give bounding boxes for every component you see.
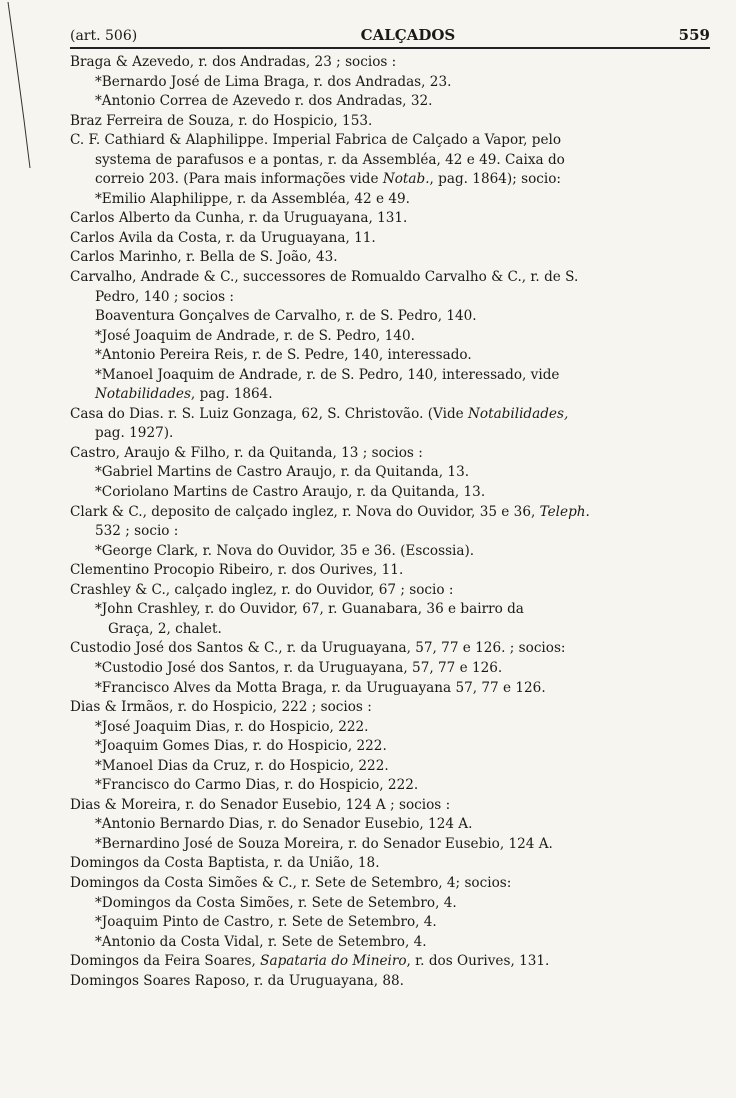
directory-entry — [70, 229, 710, 249]
entry-text: Clark & C., deposito de calçado inglez, r. Nova do Ouvidor, 35 e 36, — [70, 503, 540, 520]
entry-text: Dias & Irmãos, r. do Hospicio, 222 ; socios : — [70, 699, 372, 716]
entry-text: systema de parafusos e a pontas, r. da Assembléa, 42 e 49. Caixa do — [95, 151, 565, 168]
directory-entry — [70, 874, 710, 894]
directory-subentry — [70, 307, 710, 327]
entry-text: *Antonio Correa de Azevedo r. dos Andradas, 32. — [95, 93, 433, 110]
section-reference: (art. 506) — [70, 28, 138, 44]
directory-entry — [70, 503, 710, 523]
entry-text: *Bernardo José de Lima Braga, r. dos Andradas, 23. — [95, 73, 452, 90]
directory-page — [70, 22, 710, 991]
directory-subentry — [70, 73, 710, 93]
entry-text: *George Clark, r. Nova do Ouvidor, 35 e 36. (Escossia). — [95, 542, 475, 559]
directory-subentry — [70, 463, 710, 483]
entry-text: Dias & Moreira, r. do Senador Eusebio, 124 A ; socios : — [70, 796, 451, 813]
entry-text: Domingos da Feira Soares, — [70, 953, 261, 970]
directory-subentry — [70, 815, 710, 835]
directory-subentry — [70, 894, 710, 914]
directory-subentry — [70, 288, 710, 308]
entry-text: Custodio José dos Santos & C., r. da Uruguayana, 57, 77 e 126. ; socios: — [70, 640, 566, 657]
directory-subentry — [70, 659, 710, 679]
entry-text: correio 203. (Para mais informações vide — [95, 171, 383, 188]
entry-text: *Emilio Alaphilippe, r. da Assembléa, 42 e 49. — [95, 190, 410, 207]
entry-text: *Francisco do Carmo Dias, r. do Hospicio, 222. — [95, 777, 419, 794]
directory-entry — [70, 248, 710, 268]
directory-subentry — [70, 542, 710, 562]
directory-entry — [70, 268, 710, 288]
entry-text: *José Joaquim Dias, r. do Hospicio, 222. — [95, 718, 369, 735]
directory-entry — [70, 112, 710, 132]
entry-text: Carvalho, Andrade & C., successores de Romualdo Carvalho & C., r. de S. — [70, 269, 579, 286]
entry-text: Crashley & C., calçado inglez, r. do Ouvidor, 67 ; socio : — [70, 581, 454, 598]
entry-text: Notab. — [382, 171, 430, 188]
entry-text: Notabilidades, — [468, 405, 569, 422]
entry-text: *Joaquim Pinto de Castro, r. Sete de Setembro, 4. — [95, 914, 437, 931]
directory-entry — [70, 639, 710, 659]
directory-subentry — [70, 346, 710, 366]
entry-text: Boaventura Gonçalves de Carvalho, r. de S. Pedro, 140. — [95, 308, 477, 325]
entry-text: *Francisco Alves da Motta Braga, r. da Uruguayana 57, 77 e 126. — [95, 679, 546, 696]
directory-subentry — [70, 718, 710, 738]
entry-text: *Antonio da Costa Vidal, r. Sete de Setembro, 4. — [95, 933, 427, 950]
directory-subentry — [70, 737, 710, 757]
entry-text: *Manoel Joaquim de Andrade, r. de S. Pedro, 140, interessado, vide — [95, 366, 560, 383]
directory-entry — [70, 972, 710, 992]
entry-text: , r. dos Ourives, 131. — [406, 953, 550, 970]
directory-entry — [70, 444, 710, 464]
running-head — [70, 22, 710, 44]
entry-text: Graça, 2, chalet. — [108, 620, 222, 637]
directory-subentry — [70, 679, 710, 699]
directory-subentry — [70, 913, 710, 933]
directory-entry — [70, 131, 710, 151]
entry-text: C. F. Cathiard & Alaphilippe. Imperial Fabrica de Calçado a Vapor, pelo — [70, 132, 562, 149]
entry-text: Castro, Araujo & Filho, r. da Quitanda, 13 ; socios : — [70, 444, 423, 461]
directory-entries — [70, 53, 710, 991]
directory-entry — [70, 53, 710, 73]
entry-text: Pedro, 140 ; socios : — [95, 288, 234, 305]
directory-entry — [70, 854, 710, 874]
entry-text: *Antonio Pereira Reis, r. de S. Pedre, 140, interessado. — [95, 347, 472, 364]
entry-text: Braz Ferreira de Souza, r. do Hospicio, 153. — [70, 112, 373, 129]
entry-text: Casa do Dias. r. S. Luiz Gonzaga, 62, S. Christovão. (Vide — [70, 405, 469, 422]
directory-subentry — [70, 776, 710, 796]
entry-text: *Bernardino José de Souza Moreira, r. do Senador Eusebio, 124 A. — [95, 835, 553, 852]
entry-text: Domingos Soares Raposo, r. da Uruguayana, 88. — [70, 972, 404, 989]
directory-subentry — [70, 757, 710, 777]
entry-text: *José Joaquim de Andrade, r. de S. Pedro, 140. — [95, 327, 415, 344]
entry-text: , pag. 1864. — [190, 386, 273, 403]
entry-text: Sapataria do Mineiro — [260, 953, 407, 970]
header-rule — [70, 47, 710, 49]
directory-subentry — [70, 483, 710, 503]
entry-text: *Joaquim Gomes Dias, r. do Hospicio, 222. — [95, 738, 387, 755]
directory-subentry — [70, 424, 710, 444]
entry-text: pag. 1927). — [95, 425, 174, 442]
directory-subentry — [70, 600, 710, 620]
margin-pencil-mark — [6, 0, 46, 170]
directory-entry — [70, 561, 710, 581]
directory-entry — [70, 405, 710, 425]
directory-subentry — [70, 190, 710, 210]
directory-entry — [70, 952, 710, 972]
entry-text: *Manoel Dias da Cruz, r. do Hospicio, 222. — [95, 757, 389, 774]
entry-text: Domingos da Costa Simões & C., r. Sete de Setembro, 4; socios: — [70, 874, 512, 891]
directory-subentry — [70, 385, 710, 405]
page-heading: CALÇADOS — [360, 26, 456, 44]
directory-subentry — [70, 327, 710, 347]
directory-subentry — [70, 170, 710, 190]
directory-entry — [70, 698, 710, 718]
entry-text: Carlos Avila da Costa, r. da Uruguayana, 11. — [70, 229, 376, 246]
entry-text: *Coriolano Martins de Castro Araujo, r. da Quitanda, 13. — [95, 484, 486, 501]
entry-text: Carlos Alberto da Cunha, r. da Uruguayana, 131. — [70, 210, 408, 227]
entry-text: Domingos da Costa Baptista, r. da União, 18. — [70, 855, 380, 872]
directory-subentry — [70, 835, 710, 855]
directory-subentry — [70, 620, 710, 640]
entry-text: , pag. 1864); socio: — [429, 171, 561, 188]
directory-entry — [70, 581, 710, 601]
entry-text: Notabilidades — [95, 386, 191, 403]
directory-subentry — [70, 92, 710, 112]
entry-text: Carlos Marinho, r. Bella de S. João, 43. — [70, 249, 338, 266]
entry-text: Clementino Procopio Ribeiro, r. dos Ourives, 11. — [70, 562, 404, 579]
entry-text: *Domingos da Costa Simões, r. Sete de Setembro, 4. — [95, 894, 457, 911]
entry-text: Braga & Azevedo, r. dos Andradas, 23 ; socios : — [70, 54, 397, 70]
directory-subentry — [70, 151, 710, 171]
directory-subentry — [70, 366, 710, 386]
entry-text: *Antonio Bernardo Dias, r. do Senador Eusebio, 124 A. — [95, 816, 473, 833]
entry-text: *John Crashley, r. do Ouvidor, 67, r. Guanabara, 36 e bairro da — [95, 601, 524, 618]
directory-subentry — [70, 933, 710, 953]
directory-entry — [70, 796, 710, 816]
entry-text: *Gabriel Martins de Castro Araujo, r. da Quitanda, 13. — [95, 464, 470, 481]
entry-text: Teleph. — [539, 503, 590, 520]
page-number: 559 — [678, 26, 710, 44]
entry-text: *Custodio José dos Santos, r. da Uruguayana, 57, 77 e 126. — [95, 659, 503, 676]
entry-text: 532 ; socio : — [95, 523, 179, 540]
directory-entry — [70, 209, 710, 229]
directory-subentry — [70, 522, 710, 542]
